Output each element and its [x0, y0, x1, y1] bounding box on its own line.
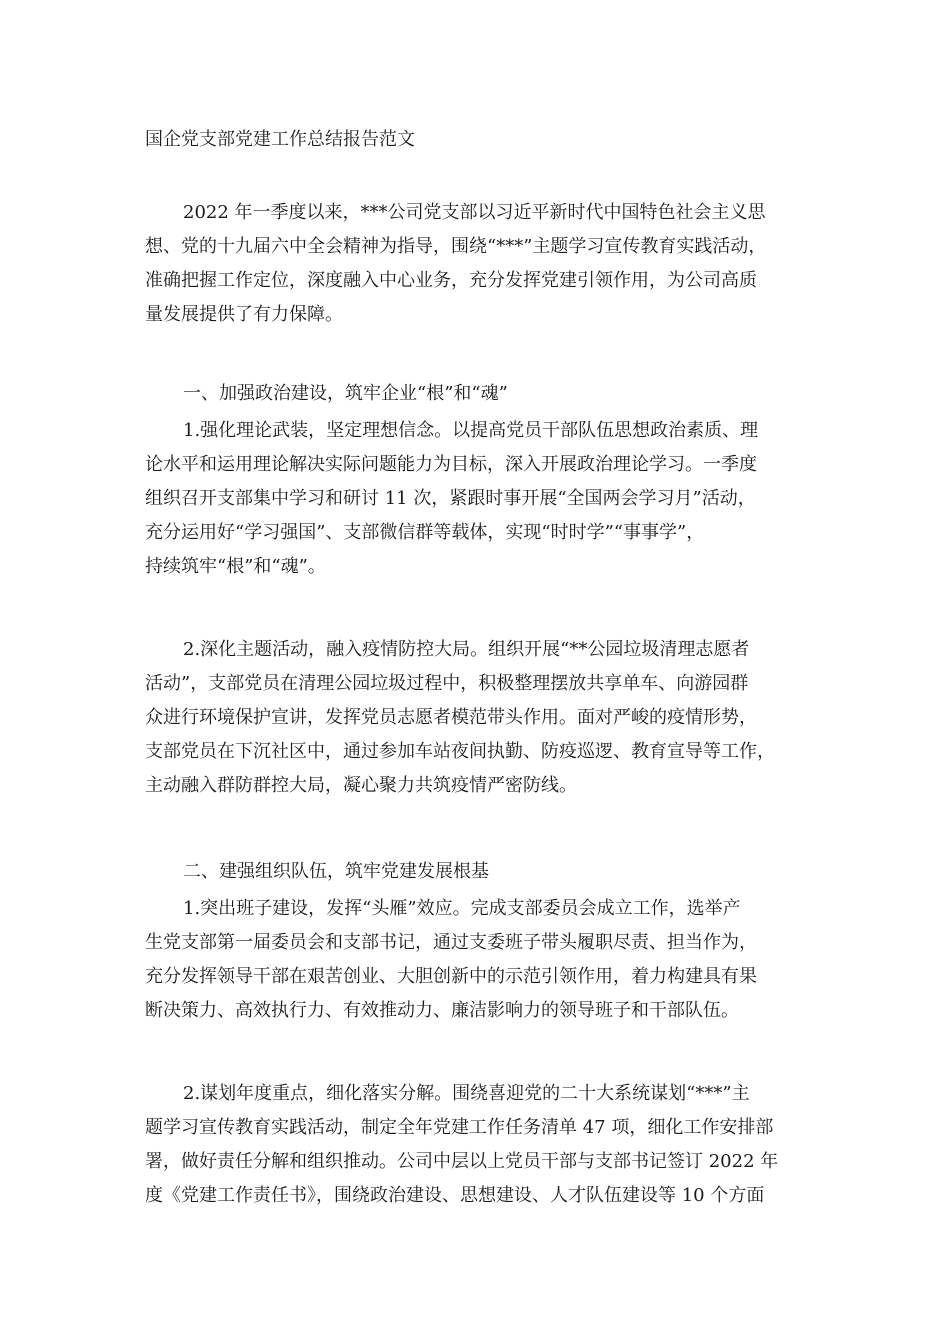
text-line: 众进行环境保护宣讲，发挥党员志愿者模范带头作用。面对严峻的疫情形势，: [145, 707, 757, 728]
section2-item2-paragraph: [145, 1077, 815, 1213]
text-line: 2.谋划年度重点，细化落实分解。围绕喜迎党的二十大系统谋划“***”主: [183, 1083, 750, 1104]
section-heading-1: 一、加强政治建设，筑牢企业“根”和“魂”: [183, 383, 508, 404]
text-line: 2022 年一季度以来，***公司党支部以习近平新时代中国特色社会主义思: [183, 202, 766, 223]
text-line: 论水平和运用理论解决实际问题能力为目标，深入开展政治理论学习。一季度: [145, 454, 757, 475]
text-line: 题学习宣传教育实践活动，制定全年党建工作任务清单 47 项，细化工作安排部: [145, 1117, 774, 1138]
text-line: 活动”，支部党员在清理公园垃圾过程中，积极整理摆放共享单车、向游园群: [145, 673, 749, 694]
text-line: 生党支部第一届委员会和支部书记，通过支委班子带头履职尽责、担当作为，: [145, 932, 757, 953]
section2-item1-paragraph: [145, 892, 815, 1028]
section-heading-2: 二、建强组织队伍，筑牢党建发展根基: [183, 861, 489, 882]
document-title: 国企党支部党建工作总结报告范文: [145, 129, 415, 150]
text-line: 想、党的十九届六中全会精神为指导，围绕“***”主题学习宣传教育实践活动，: [145, 236, 767, 257]
text-line: 量发展提供了有力保障。: [145, 304, 343, 325]
intro-paragraph: [145, 196, 815, 332]
text-line: 支部党员在下沉社区中，通过参加车站夜间执勤、防疫巡逻、教育宣导等工作，: [145, 741, 775, 762]
section1-item2-paragraph: [145, 633, 815, 803]
text-line: 充分发挥领导干部在艰苦创业、大胆创新中的示范引领作用，着力构建具有果: [145, 966, 757, 987]
section1-item1-paragraph: [145, 414, 815, 584]
text-line: 2.深化主题活动，融入疫情防控大局。组织开展“**公园垃圾清理志愿者: [183, 639, 750, 660]
text-line: 1.强化理论武装，坚定理想信念。以提高党员干部队伍思想政治素质、理: [183, 420, 759, 441]
text-line: 1.突出班子建设，发挥“头雁”效应。完成支部委员会成立工作，选举产: [183, 898, 741, 919]
text-line: 主动融入群防群控大局，凝心聚力共筑疫情严密防线。: [145, 775, 577, 796]
text-line: 组织召开支部集中学习和研讨 11 次，紧跟时事开展“全国两会学习月”活动，: [145, 488, 756, 509]
text-line: 准确把握工作定位，深度融入中心业务，充分发挥党建引领作用，为公司高质: [145, 270, 757, 291]
text-line: 断决策力、高效执行力、有效推动力、廉洁影响力的领导班子和干部队伍。: [145, 1000, 739, 1021]
text-line: 度《党建工作责任书》，围绕政治建设、思想建设、人才队伍建设等 10 个方面: [145, 1185, 765, 1206]
text-line: 持续筑牢“根”和“魂”。: [145, 556, 326, 577]
text-line: 充分运用好“学习强国”、支部微信群等载体，实现“时时学”“事事学”，: [145, 522, 705, 543]
text-line: 署，做好责任分解和组织推动。公司中层以上党员干部与支部书记签订 2022 年: [145, 1151, 779, 1172]
